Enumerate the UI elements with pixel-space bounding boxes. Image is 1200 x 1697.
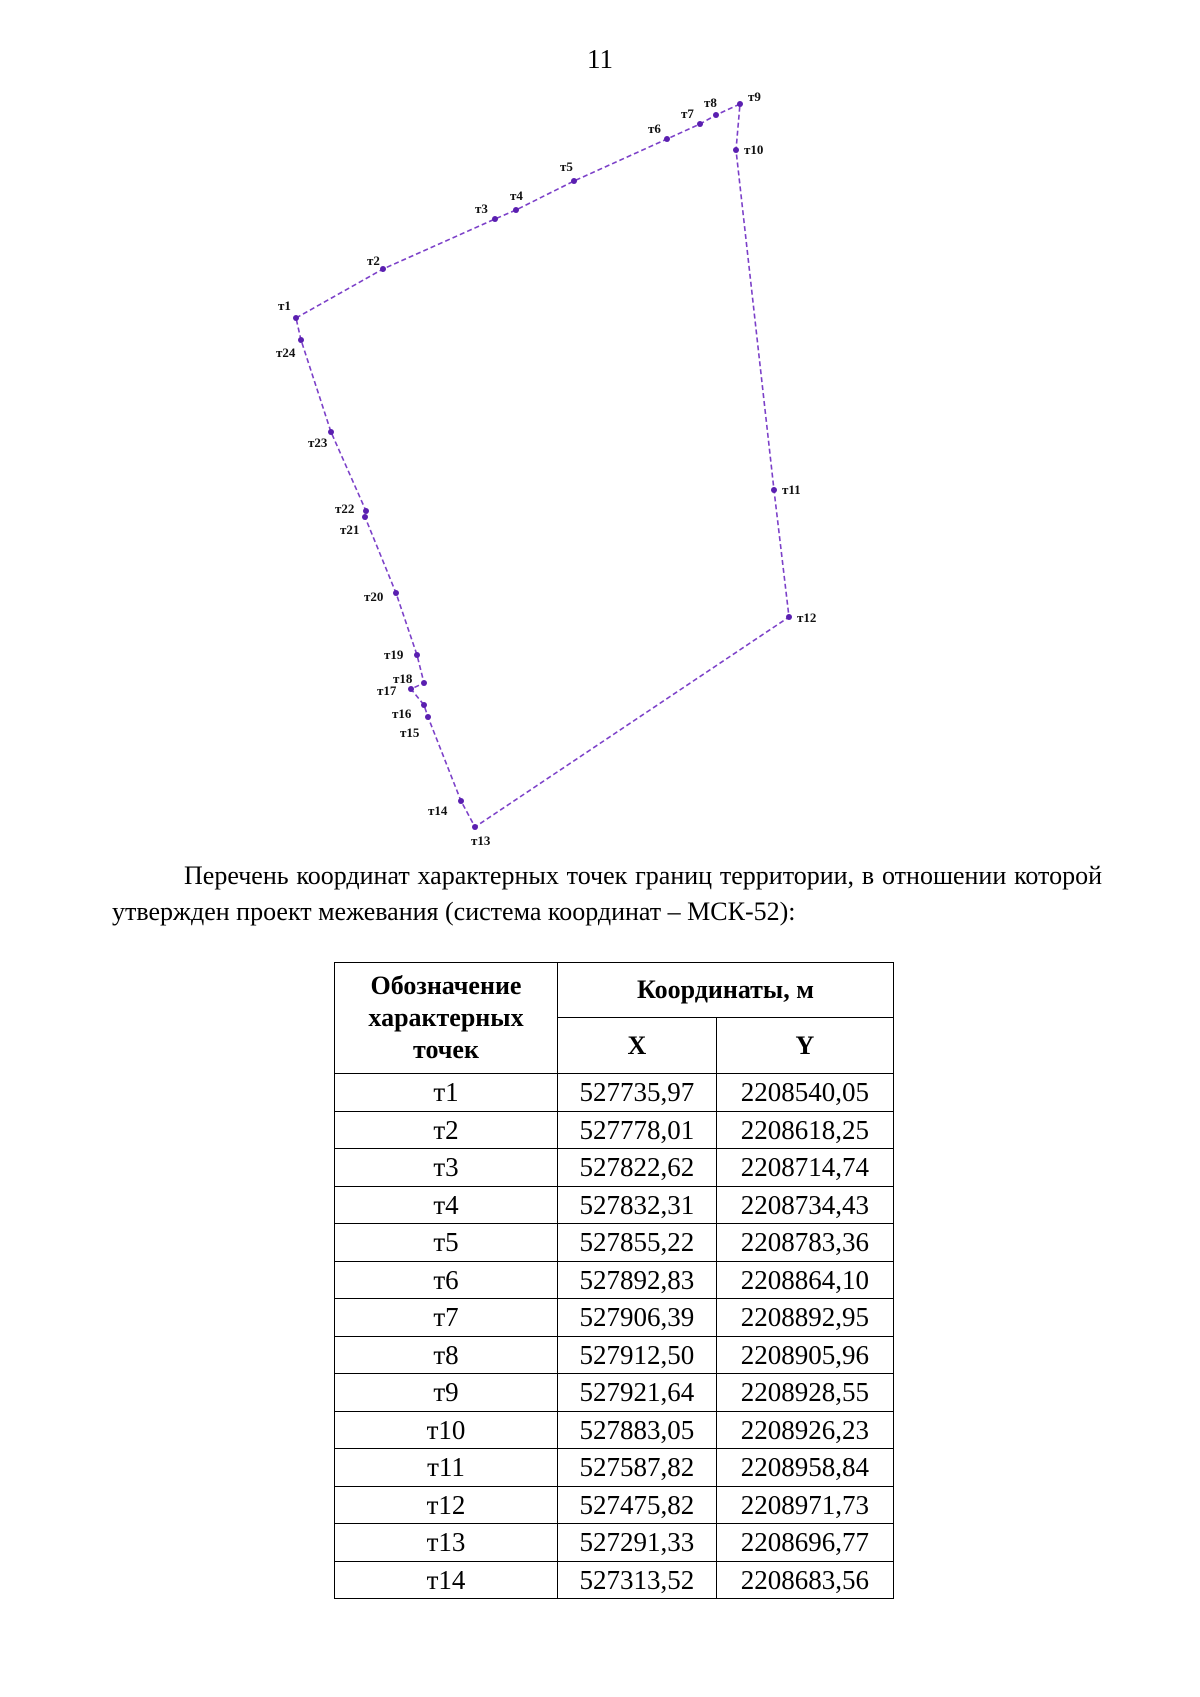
table-row: [335, 1524, 894, 1562]
cell-y: 2208864,10: [716, 1261, 893, 1299]
point-label: т10: [744, 142, 764, 157]
cell-y: 2208618,25: [716, 1111, 893, 1149]
table-row: [335, 1411, 894, 1449]
point-label: т7: [681, 106, 694, 121]
cell-x: 527735,97: [558, 1074, 717, 1112]
boundary-point: [513, 207, 519, 213]
cell-name: т7: [335, 1299, 558, 1337]
cell-y: 2208926,23: [716, 1411, 893, 1449]
header-point-name: Обозначение характерных точек: [335, 963, 558, 1074]
point-label: т19: [384, 647, 404, 662]
table-row: [335, 1299, 894, 1337]
cell-x: 527475,82: [558, 1486, 717, 1524]
page-number: 11: [587, 44, 613, 74]
boundary-point: [571, 178, 577, 184]
boundary-point: [786, 614, 792, 620]
point-label: т2: [367, 253, 380, 268]
point-label: т1: [278, 298, 291, 313]
point-label: т20: [364, 589, 384, 604]
table-row: [335, 1186, 894, 1224]
cell-name: т2: [335, 1111, 558, 1149]
point-label: т13: [471, 833, 491, 848]
cell-y: 2208971,73: [716, 1486, 893, 1524]
cell-name: т4: [335, 1186, 558, 1224]
table-row: [335, 1336, 894, 1374]
boundary-point: [492, 216, 498, 222]
cell-y: 2208958,84: [716, 1449, 893, 1487]
cell-x: 527291,33: [558, 1524, 717, 1562]
cell-name: т8: [335, 1336, 558, 1374]
cell-y: 2208783,36: [716, 1224, 893, 1262]
boundary-point: [414, 652, 420, 658]
point-label: т11: [782, 482, 801, 497]
table-row: [335, 1224, 894, 1262]
boundary-point: [472, 824, 478, 830]
point-label: т12: [797, 610, 817, 625]
boundary-point: [298, 337, 304, 343]
boundary-point: [733, 147, 739, 153]
cell-x: 527855,22: [558, 1224, 717, 1262]
table-row: [335, 1261, 894, 1299]
cell-y: 2208714,74: [716, 1149, 893, 1187]
table-row: [335, 1111, 894, 1149]
cell-x: 527313,52: [558, 1561, 717, 1599]
boundary-point: [425, 714, 431, 720]
point-label: т4: [510, 188, 523, 203]
cell-name: т3: [335, 1149, 558, 1187]
boundary-point: [737, 101, 743, 107]
boundary-point: [380, 266, 386, 272]
boundary-point: [363, 508, 369, 514]
header-coordinates: Координаты, м: [558, 963, 894, 1018]
cell-y: 2208696,77: [716, 1524, 893, 1562]
header-y: Y: [716, 1018, 893, 1074]
point-label: т6: [648, 121, 661, 136]
point-label: т23: [308, 435, 328, 450]
point-label: т18: [393, 671, 413, 686]
table-row: [335, 1449, 894, 1487]
cell-name: т5: [335, 1224, 558, 1262]
boundary-point: [421, 702, 427, 708]
cell-y: 2208540,05: [716, 1074, 893, 1112]
intro-paragraph: [112, 858, 1102, 930]
header-x: X: [558, 1018, 717, 1074]
cell-x: 527587,82: [558, 1449, 717, 1487]
cell-x: 527912,50: [558, 1336, 717, 1374]
boundary-point: [664, 136, 670, 142]
boundary-point: [421, 680, 427, 686]
boundary-point: [458, 798, 464, 804]
boundary-point: [771, 487, 777, 493]
cell-y: 2208928,55: [716, 1374, 893, 1412]
boundary-point-labels: [276, 89, 816, 848]
boundary-point: [697, 121, 703, 127]
boundary-point: [713, 112, 719, 118]
cell-x: 527906,39: [558, 1299, 717, 1337]
cell-y: 2208905,96: [716, 1336, 893, 1374]
point-label: т8: [704, 95, 717, 110]
cell-name: т12: [335, 1486, 558, 1524]
boundary-points: [293, 101, 792, 830]
boundary-point: [293, 315, 299, 321]
table-row: [335, 1561, 894, 1599]
point-label: т24: [276, 345, 296, 360]
point-label: т9: [748, 89, 761, 104]
cell-name: т1: [335, 1074, 558, 1112]
cell-x: 527892,83: [558, 1261, 717, 1299]
table-row: [335, 1486, 894, 1524]
point-label: т5: [560, 159, 573, 174]
cell-x: 527832,31: [558, 1186, 717, 1224]
boundary-line: [296, 104, 789, 827]
cell-name: т14: [335, 1561, 558, 1599]
cell-y: 2208734,43: [716, 1186, 893, 1224]
boundary-point: [328, 429, 334, 435]
cell-y: 2208683,56: [716, 1561, 893, 1599]
cell-name: т10: [335, 1411, 558, 1449]
cell-x: 527883,05: [558, 1411, 717, 1449]
cell-name: т11: [335, 1449, 558, 1487]
cell-x: 527822,62: [558, 1149, 717, 1187]
boundary-outline: [296, 104, 789, 827]
table-row: [335, 1149, 894, 1187]
table-row: [335, 1074, 894, 1112]
cell-x: 527778,01: [558, 1111, 717, 1149]
cell-x: 527921,64: [558, 1374, 717, 1412]
point-label: т3: [475, 201, 488, 216]
table-row: [335, 1374, 894, 1412]
point-label: т15: [400, 725, 420, 740]
point-label: т17: [377, 683, 397, 698]
cell-name: т6: [335, 1261, 558, 1299]
intro-text: Перечень координат характерных точек границ территории, в отношении которой утвержден проект межевания (система координат – МСК-52):: [112, 861, 1102, 926]
point-label: т14: [428, 803, 448, 818]
point-label: т21: [340, 522, 360, 537]
boundary-point: [362, 514, 368, 520]
cell-name: т13: [335, 1524, 558, 1562]
cell-y: 2208892,95: [716, 1299, 893, 1337]
boundary-point: [408, 686, 414, 692]
point-label: т16: [392, 706, 412, 721]
boundary-point: [393, 590, 399, 596]
coordinates-table: [334, 962, 894, 1599]
point-label: т22: [335, 501, 355, 516]
cell-name: т9: [335, 1374, 558, 1412]
